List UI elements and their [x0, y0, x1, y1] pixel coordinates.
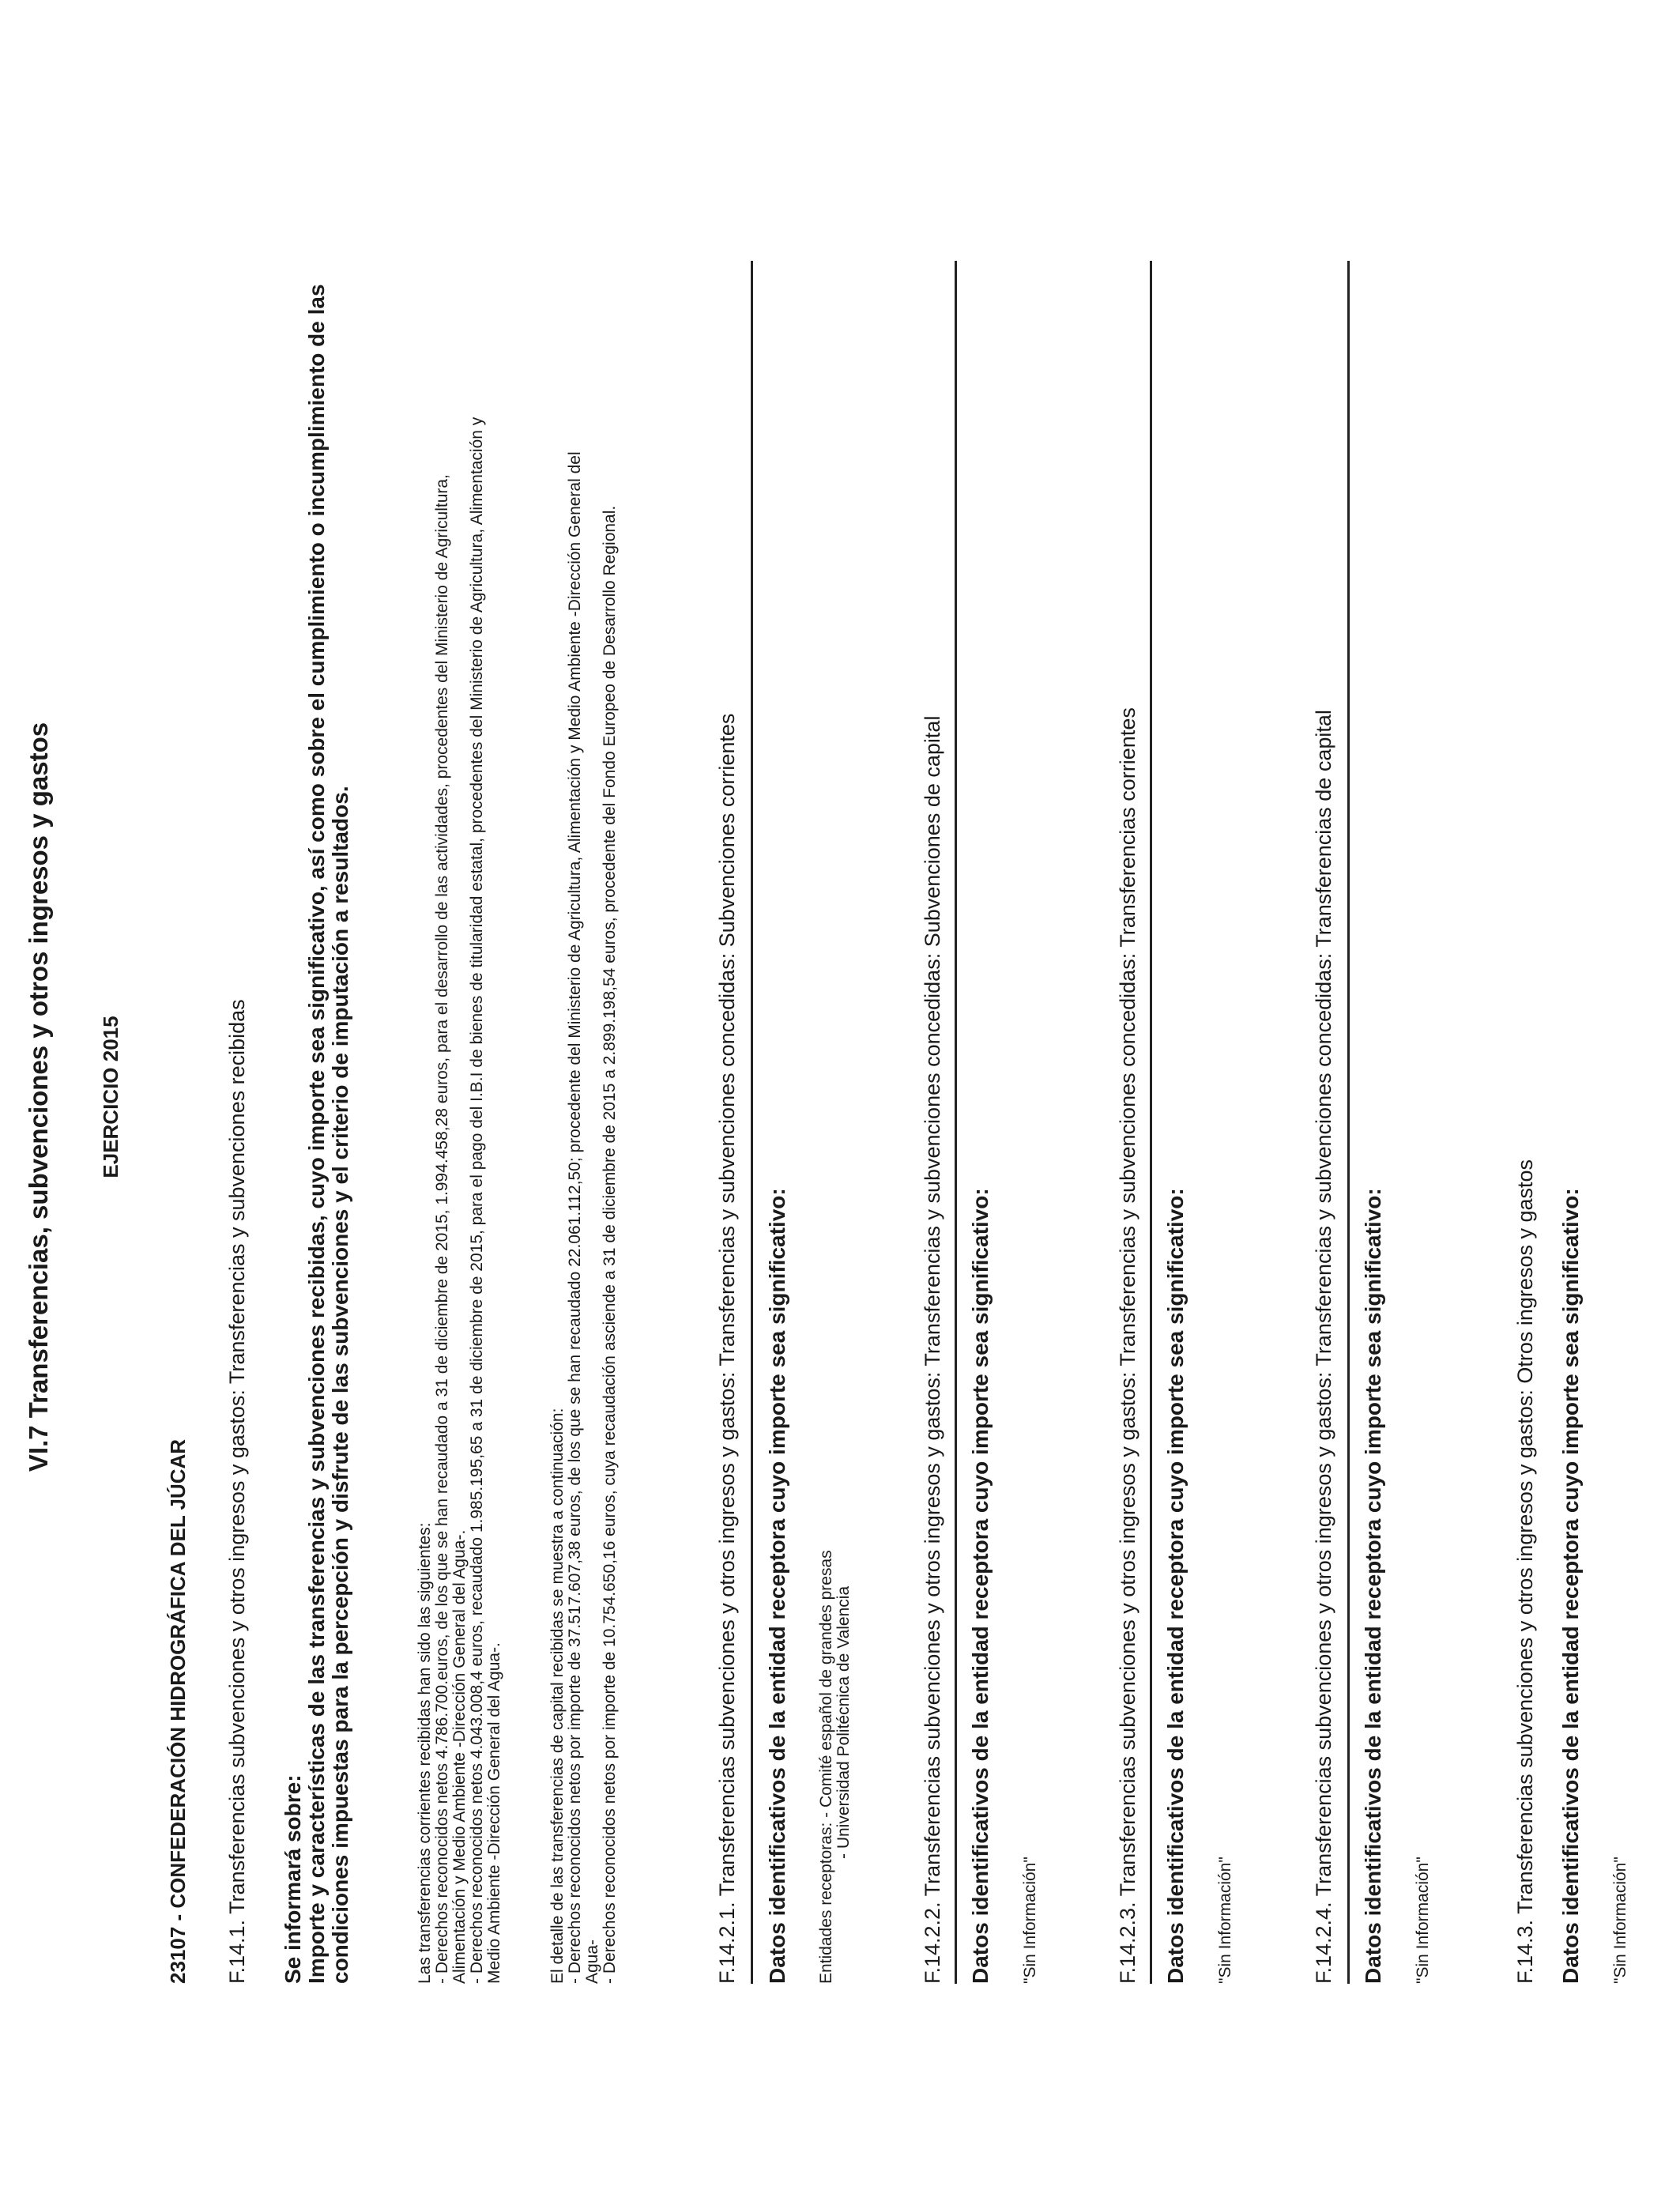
corrientes-line: Alimentación y Medio Ambiente -Dirección General del Agua-.	[450, 1529, 469, 1984]
entidades-receptoras-line2: - Universidad Politécnica de Valencia	[834, 1585, 853, 1859]
page-title: VI.7 Transferencias, subvenciones y otros ingresos y gastos	[24, 722, 53, 1472]
corrientes-line: - Derechos reconocidos netos 4.786.700.euros, de los que se han recaudado a 31 de diciembre de 2015, 1.994.458,28 euros, para el desarrollo de las actividades, procedentes del Ministerio de Agricultura,	[433, 474, 451, 1984]
corrientes-line: - Derechos reconocidos netos 4.043.008,4 euros, recaudado 1.985.195,65 a 31 de diciembre de 2015, para el pago del I.B.I de bienes de titularidad estatal, procedentes del Ministerio de Agricultura, Alimentación y	[468, 417, 486, 1984]
se-informara-label: Se informará sobre:	[281, 1774, 305, 1984]
sin-informacion-text: "Sin Información"	[1414, 1857, 1432, 1984]
capital-line: Agua-	[583, 1939, 601, 1984]
section-f1422-heading: F.14.2.2. Transferencias subvenciones y otros ingresos y gastos: Transferencias y subvenciones concedidas: Subvenciones de capital	[921, 715, 944, 1984]
section-divider	[955, 261, 957, 1984]
datos-identificativos-label: Datos identificativos de la entidad receptora cuyo importe sea significativo:	[1361, 1188, 1385, 1984]
capital-line: - Derechos reconocidos netos por importe de 37.517.607,38 euros, de los que se han recaudado 22.061.112,50; procedente del Ministerio de Agricultura, Alimentación y Medio Ambiente -Dirección General del	[566, 451, 584, 1984]
sin-informacion-text: "Sin Información"	[1611, 1857, 1629, 1984]
section-divider	[751, 261, 753, 1984]
corrientes-line: Medio Ambiente -Dirección General del Agua-.	[485, 1642, 503, 1984]
section-f141-heading: F.14.1. Transferencias subvenciones y otros ingresos y gastos: Transferencias y subvenciones recibidas	[225, 999, 249, 1984]
corrientes-line: Las transferencias corrientes recibidas han sido las siguientes:	[416, 1522, 434, 1984]
capital-line: - Derechos reconocidos netos por importe de 10.754.650,16 euros, cuya recaudación asciende a 31 de diciembre de 2015 a 2.899.198,54 euros, procedente del Fondo Europeo de Desarrollo Regional.	[601, 505, 619, 1984]
datos-identificativos-label: Datos identificativos de la entidad receptora cuyo importe sea significativo:	[968, 1188, 993, 1984]
section-divider	[1150, 261, 1152, 1984]
section-f1424-heading: F.14.2.4. Transferencias subvenciones y otros ingresos y gastos: Transferencias y subvenciones concedidas: Transferencias de capital	[1312, 710, 1335, 1984]
exercise-year: EJERCICIO 2015	[99, 1016, 122, 1178]
entidades-receptoras-line1: Entidades receptoras: - Comité español de grandes presas	[817, 1550, 835, 1984]
importe-description-line1: Importe y características de las transferencias y subvenciones recibidas, cuyo importe sea significativo, así como sobre el cumplimiento o incumplimiento de las	[304, 284, 329, 1984]
datos-identificativos-label: Datos identificativos de la entidad receptora cuyo importe sea significativo:	[765, 1188, 789, 1984]
section-f143-heading: F.14.3. Transferencias subvenciones y otros ingresos y gastos: Otros ingresos y gastos	[1513, 1159, 1537, 1984]
sin-informacion-text: "Sin Información"	[1216, 1857, 1234, 1984]
section-divider	[1347, 261, 1350, 1984]
importe-description-line2: condiciones impuestas para la percepción y disfrute de las subvenciones y el criterio de imputación a resultados.	[328, 786, 352, 1984]
sin-informacion-text: "Sin Información"	[1021, 1857, 1039, 1984]
capital-line: El detalle de las transferencias de capital recibidas se muestra a continuación:	[548, 1408, 567, 1984]
datos-identificativos-label: Datos identificativos de la entidad receptora cuyo importe sea significativo:	[1558, 1188, 1583, 1984]
entity-name: 23107 - CONFEDERACIÓN HIDROGRÁFICA DEL JÚCAR	[166, 1438, 190, 1984]
datos-identificativos-label: Datos identificativos de la entidad receptora cuyo importe sea significativo:	[1163, 1188, 1188, 1984]
section-f1421-heading: F.14.2.1. Transferencias subvenciones y otros ingresos y gastos: Transferencias y subvenciones concedidas: Subvenciones corrientes	[715, 713, 739, 1984]
section-f1423-heading: F.14.2.3. Transferencias subvenciones y otros ingresos y gastos: Transferencias y subvenciones concedidas: Transferencias corrientes	[1116, 707, 1139, 1984]
